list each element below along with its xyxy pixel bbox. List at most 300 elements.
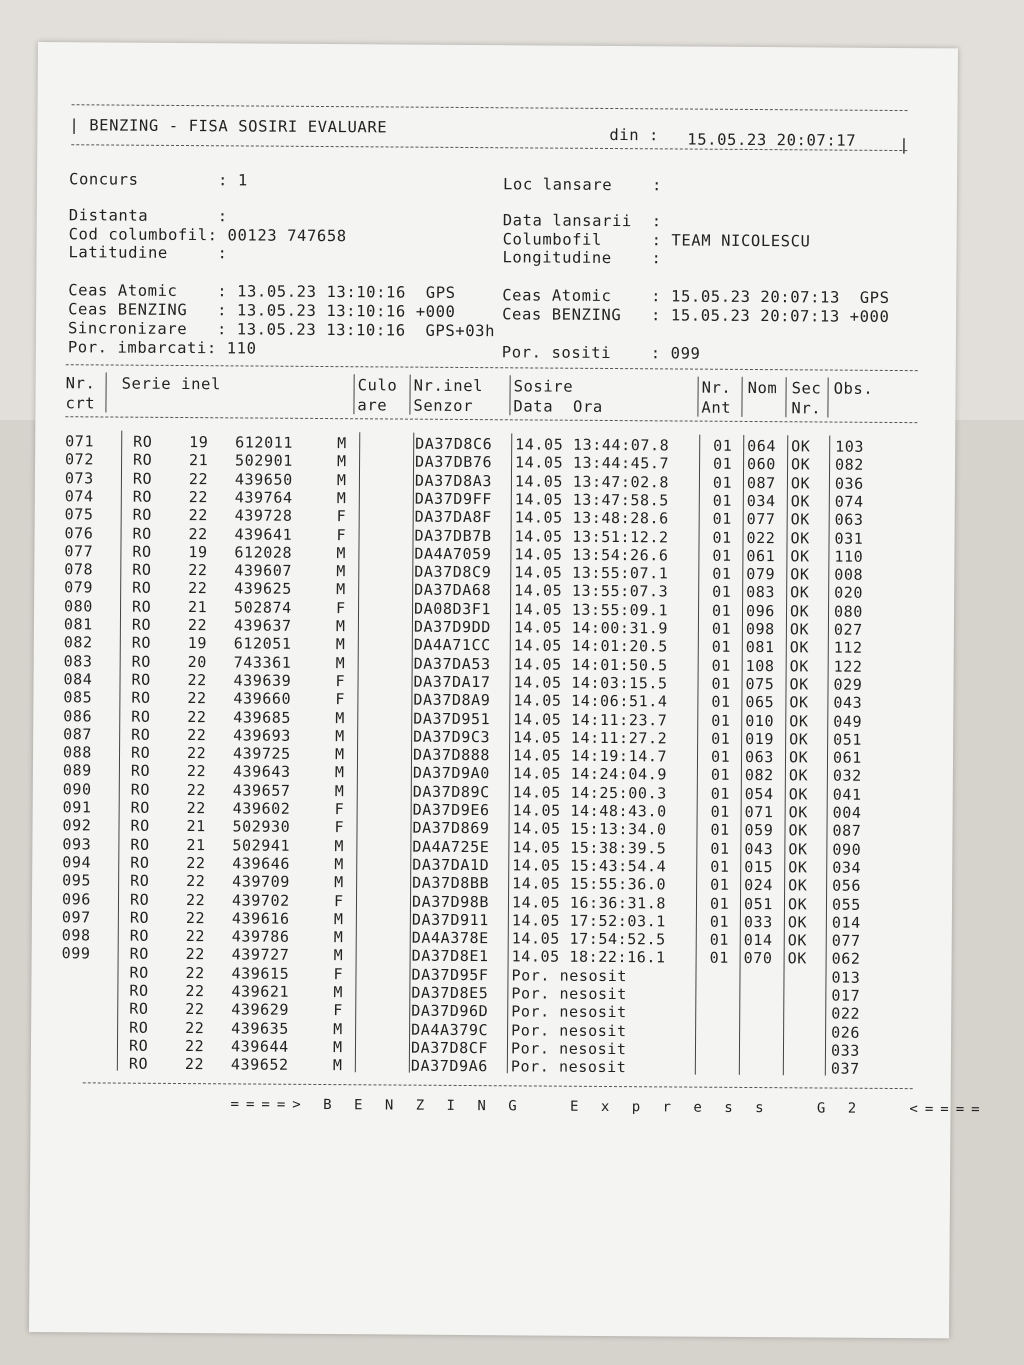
table-cell-sosire: Por. nesosit	[510, 1057, 627, 1077]
table-cell-senzor: DA37D869	[412, 818, 490, 838]
table-cell-nr: 088	[62, 743, 93, 762]
body-divider	[695, 435, 700, 1075]
table-cell-ant: 01	[710, 802, 730, 821]
table-cell-sosire: 14.05 13:55:07.3	[514, 581, 669, 601]
table-cell-ring: 502874	[233, 598, 292, 617]
table-cell-country: RO	[129, 945, 149, 964]
table-cell-ring: 439660	[233, 689, 292, 708]
table-cell-ant: 01	[711, 692, 731, 712]
col-divider	[827, 378, 828, 418]
table-cell-nr: 076	[64, 523, 94, 542]
table-cell-ring: 439625	[234, 579, 293, 599]
table-cell-sosire: 14.05 14:01:20.5	[513, 636, 668, 656]
table-cell-senzor: DA37D8E5	[411, 983, 489, 1003]
table-cell-sex: M	[335, 708, 345, 727]
table-cell-yr: 22	[186, 762, 207, 781]
table-cell-ring: 439646	[232, 854, 291, 873]
col-culoare-top: Culo	[357, 376, 398, 395]
table-cell-yr: 21	[189, 451, 209, 470]
din-datetime: 15.05.23 20:07:17	[687, 130, 857, 150]
table-cell-country: RO	[132, 524, 152, 543]
table-cell-sex: M	[336, 580, 346, 599]
printed-report-sheet	[29, 42, 987, 1338]
table-cell-sex: M	[334, 745, 345, 764]
longitudine-line: Longitudine :	[502, 248, 662, 268]
table-cell-sosire: 14.05 13:47:02.8	[514, 471, 670, 492]
table-cell-yr: 19	[189, 433, 209, 452]
table-cell-nr: 090	[62, 779, 92, 799]
table-cell-ant: 01	[712, 583, 732, 602]
col-divider	[741, 377, 742, 417]
table-cell-sosire: 14.05 14:00:31.9	[513, 618, 669, 638]
table-cell-sex: F	[333, 1001, 343, 1020]
table-cell-yr: 22	[184, 1055, 205, 1074]
table-cell-sex: F	[335, 598, 346, 617]
columbofil-line: Columbofil : TEAM NICOLESCU	[502, 230, 811, 251]
table-cell-ant: 01	[710, 839, 730, 858]
table-cell-country: RO	[131, 633, 152, 653]
table-cell-sosire: 14.05 18:22:16.1	[511, 947, 666, 967]
header-top-rule	[72, 104, 908, 111]
report-title: | BENZING - FISA SOSIRI EVALUARE	[69, 116, 388, 137]
table-cell-senzor: DA37D9FF	[414, 489, 492, 509]
col-sec-top: Sec	[791, 379, 822, 398]
table-cell-senzor: DA37DB7B	[414, 526, 492, 545]
table-cell-sosire: Por. nesosit	[511, 966, 628, 985]
table-bottom-rule	[83, 1082, 913, 1089]
ceas-atomic-left: Ceas Atomic : 13.05.23 13:10:16 GPS	[68, 281, 456, 302]
body-divider	[783, 435, 788, 1075]
imbarcati-line: Por. imbarcati: 110	[67, 338, 257, 358]
table-cell-ring: 439702	[231, 890, 290, 910]
table-cell-senzor: DA37DA53	[413, 654, 491, 673]
table-cell-senzor: DA4A379C	[411, 1020, 489, 1039]
table-cell-yr: 22	[188, 524, 208, 543]
table-cell-sec: OK	[790, 547, 810, 566]
table-cell-obs: 017	[831, 986, 861, 1005]
table-cell-senzor: DA37D888	[412, 745, 491, 765]
table-cell-obs: 080	[833, 602, 864, 621]
table-cell-ant: 01	[709, 894, 730, 913]
table-cell-ring: 439657	[232, 781, 291, 800]
table-cell-ant: 01	[713, 455, 733, 474]
table-cell-nr: 085	[63, 688, 93, 707]
table-cell-sex: M	[333, 928, 344, 947]
table-cell-yr: 22	[186, 780, 207, 799]
table-cell-sosire: 14.05 14:19:14.7	[512, 746, 668, 766]
col-nom: Nom	[747, 378, 778, 398]
table-cell-obs: 026	[831, 1023, 861, 1042]
table-cell-country: RO	[130, 780, 151, 799]
table-cell-senzor: DA37D8A3	[414, 471, 493, 490]
table-cell-ring: 439727	[231, 945, 290, 965]
table-cell-sosire: 14.05 15:43:54.4	[512, 856, 667, 876]
table-cell-sosire: Por. nesosit	[511, 984, 628, 1004]
table-cell-yr: 22	[187, 689, 207, 708]
table-cell-sex: M	[334, 763, 345, 782]
table-cell-sex: M	[333, 909, 344, 928]
table-cell-nom: 054	[744, 784, 774, 803]
table-cell-country: RO	[131, 707, 151, 726]
table-cell-ant: 01	[710, 875, 730, 895]
table-cell-country: RO	[130, 853, 150, 872]
table-cell-ant: 01	[709, 912, 730, 931]
ceas-atomic-right: Ceas Atomic : 15.05.23 20:07:13 GPS	[502, 286, 890, 307]
table-cell-ring: 439629	[231, 1000, 290, 1020]
table-cell-nom: 015	[744, 857, 774, 877]
table-cell-sec: OK	[790, 510, 811, 529]
table-cell-country: RO	[133, 432, 153, 451]
table-cell-sex: F	[333, 891, 344, 910]
table-cell-yr: 22	[185, 1018, 205, 1037]
table-cell-nr: 091	[62, 798, 92, 817]
table-cell-ant: 01	[710, 821, 730, 840]
table-cell-ant: 01	[712, 546, 732, 565]
table-cell-ring: 439728	[234, 506, 293, 525]
table-cell-senzor: DA37D8C6	[415, 434, 493, 454]
table-cell-yr: 21	[187, 597, 208, 616]
table-cell-sosire: 14.05 14:11:27.2	[513, 728, 668, 748]
table-cell-sosire: 14.05 16:36:31.8	[511, 892, 667, 912]
table-cell-sex: M	[333, 983, 344, 1002]
table-cell-sosire: 14.05 13:44:45.7	[515, 453, 670, 473]
table-cell-sex: F	[336, 507, 347, 526]
table-cell-obs: 027	[833, 620, 863, 639]
sincronizare-line: Sincronizare : 13.05.23 13:10:16 GPS+03h	[67, 319, 496, 341]
col-divider	[105, 372, 106, 412]
table-cell-yr: 22	[186, 799, 206, 818]
table-cell-nom: 071	[744, 802, 774, 822]
table-cell-yr: 22	[187, 725, 207, 744]
table-cell-sex: M	[336, 470, 347, 489]
table-cell-ant: 01	[712, 491, 733, 510]
table-cell-nom: 081	[745, 638, 775, 657]
header-end-bar: |	[899, 136, 910, 155]
table-cell-obs: 014	[831, 913, 861, 932]
table-cell-sex: M	[333, 946, 344, 965]
table-cell-nom: 043	[744, 839, 774, 858]
table-cell-senzor: DA37DA8F	[414, 507, 492, 527]
table-cell-nr: 084	[63, 670, 93, 689]
table-cell-nom: 019	[745, 729, 775, 748]
table-cell-yr: 22	[185, 1000, 205, 1019]
body-divider	[739, 435, 744, 1075]
table-cell-sex: M	[334, 873, 344, 892]
table-cell-senzor: DA37DB76	[415, 452, 493, 472]
table-cell-yr: 22	[187, 707, 207, 726]
table-cell-sosire: 14.05 13:51:12.2	[514, 526, 669, 546]
col-divider	[409, 375, 410, 415]
table-cell-senzor: DA37DA1D	[412, 855, 490, 875]
table-cell-ring: 439693	[233, 726, 292, 745]
table-cell-obs: 103	[835, 437, 865, 456]
cod-columbofil-line: Cod columbofil: 00123 747658	[68, 225, 347, 246]
table-cell-senzor: DA37D951	[413, 709, 491, 728]
table-cell-obs: 051	[833, 730, 863, 749]
table-cell-obs: 055	[831, 895, 861, 914]
table-cell-sec: OK	[788, 821, 808, 840]
table-cell-senzor: DA37DA68	[414, 581, 492, 600]
table-cell-nom: 063	[744, 748, 774, 767]
table-cell-ant: 01	[709, 949, 729, 968]
table-cell-nom: 064	[747, 436, 777, 456]
table-cell-sex: M	[337, 434, 347, 453]
table-cell-sec: OK	[789, 711, 809, 730]
table-cell-country: RO	[129, 890, 150, 909]
table-cell-ring: 439621	[231, 982, 290, 1001]
table-cell-sec: OK	[788, 839, 808, 858]
table-cell-sex: F	[336, 525, 347, 544]
table-cell-sosire: 14.05 14:06:51.4	[513, 691, 668, 711]
table-cell-yr: 22	[187, 616, 208, 635]
table-cell-sosire: Por. nesosit	[510, 1039, 627, 1059]
table-cell-country: RO	[132, 505, 153, 524]
table-cell-country: RO	[132, 469, 153, 488]
table-cell-sex: F	[334, 800, 345, 819]
table-cell-senzor: DA37D89C	[412, 782, 490, 801]
table-cell-sex: M	[336, 543, 347, 562]
table-cell-sosire: 14.05 13:47:58.5	[514, 490, 669, 510]
table-cell-nom: 087	[746, 473, 776, 492]
table-cell-nr: 094	[62, 853, 92, 872]
table-cell-nom: 010	[745, 711, 775, 730]
table-cell-nr: 074	[64, 487, 94, 506]
table-cell-obs: 033	[830, 1041, 860, 1060]
table-cell-yr: 22	[185, 890, 206, 909]
table-cell-obs: 063	[834, 510, 864, 529]
table-cell-ring: 439644	[230, 1037, 289, 1056]
table-cell-obs: 022	[831, 1004, 861, 1024]
body-divider	[117, 431, 122, 1071]
table-cell-obs: 110	[834, 547, 864, 566]
table-cell-yr: 19	[187, 634, 208, 653]
table-cell-country: RO	[128, 1054, 149, 1073]
table-cell-sosire: 14.05 14:01:50.5	[513, 654, 668, 675]
table-cell-nom: 060	[747, 455, 777, 474]
table-cell-sex: M	[334, 854, 344, 874]
table-cell-sec: OK	[790, 583, 810, 602]
col-sosire-top: Sosire	[513, 377, 574, 396]
table-cell-sex: M	[337, 452, 347, 471]
table-cell-nom: 096	[745, 601, 776, 620]
col-obs: Obs.	[833, 379, 874, 398]
table-cell-sec: OK	[789, 730, 809, 749]
table-cell-sosire: 14.05 14:03:15.5	[513, 673, 668, 693]
col-culoare-bottom: are	[357, 396, 388, 415]
table-cell-sec: OK	[788, 748, 809, 767]
table-cell-senzor: DA37D96D	[411, 1001, 489, 1021]
table-cell-nom: 024	[744, 876, 774, 895]
table-cell-obs: 056	[832, 876, 862, 895]
table-cell-obs: 087	[832, 821, 862, 841]
table-cell-ring: 439786	[231, 927, 290, 946]
table-cell-nom: 051	[743, 894, 773, 913]
table-cell-obs: 004	[832, 803, 862, 822]
ceas-benzing-right: Ceas BENZING : 15.05.23 20:07:13 +000	[502, 305, 890, 326]
table-cell-yr: 22	[185, 945, 205, 964]
table-top-rule	[66, 364, 918, 371]
table-cell-yr: 22	[185, 982, 205, 1001]
table-cell-sec: OK	[789, 601, 810, 621]
table-cell-sec: OK	[790, 473, 811, 492]
table-cell-ring: 439685	[233, 707, 292, 727]
table-cell-sosire: 14.05 13:55:09.1	[513, 600, 669, 620]
table-cell-sec: OK	[790, 565, 810, 584]
table-cell-ring: 439639	[233, 671, 292, 690]
data-lansarii-line: Data lansarii :	[502, 211, 662, 231]
table-cell-ring: 439602	[232, 799, 291, 818]
table-cell-obs: 037	[830, 1059, 860, 1078]
table-cell-yr: 22	[184, 1036, 205, 1056]
table-cell-sec: OK	[788, 876, 808, 895]
table-cell-sex: F	[333, 964, 344, 983]
table-cell-sec: OK	[789, 638, 810, 657]
table-cell-sosire: Por. nesosit	[511, 1002, 627, 1022]
table-cell-country: RO	[128, 1036, 149, 1055]
table-cell-country: RO	[130, 743, 151, 762]
col-ant-bottom: Ant	[701, 398, 732, 417]
table-cell-country: RO	[132, 579, 152, 598]
table-cell-nr: 089	[62, 761, 92, 780]
table-cell-ring: 612011	[235, 433, 294, 452]
table-cell-sosire: 14.05 13:44:07.8	[515, 435, 670, 455]
table-cell-country: RO	[131, 670, 151, 689]
table-cell-ant: 01	[711, 601, 732, 620]
table-cell-ant: 01	[710, 747, 731, 766]
table-cell-ring: 502930	[232, 817, 291, 837]
col-nrinel-top: Nr.inel	[413, 376, 484, 396]
table-cell-ring: 439650	[234, 469, 293, 489]
table-cell-sosire: 14.05 14:24:04.9	[512, 764, 668, 784]
table-cell-ant: 01	[712, 564, 732, 583]
table-cell-senzor: DA37D8A9	[413, 690, 491, 710]
table-cell-country: RO	[131, 652, 152, 671]
table-cell-sec: OK	[788, 803, 808, 822]
table-cell-senzor: DA37D8BB	[412, 873, 490, 893]
col-nr-bottom: crt	[65, 394, 96, 413]
table-cell-ring: 439615	[231, 964, 290, 983]
table-cell-yr: 22	[188, 487, 209, 507]
table-cell-nr: 093	[62, 834, 92, 853]
table-cell-ant: 01	[710, 766, 731, 785]
table-cell-sex: M	[334, 781, 345, 800]
body-divider	[355, 432, 360, 1072]
table-cell-nr: 075	[64, 505, 94, 524]
table-cell-sex: M	[336, 562, 347, 581]
table-cell-sex: F	[335, 690, 346, 709]
table-cell-senzor: DA37D9C3	[413, 727, 491, 746]
table-cell-country: RO	[132, 487, 153, 506]
table-cell-obs: 112	[833, 638, 863, 658]
table-cell-sosire: 14.05 15:55:36.0	[512, 874, 667, 894]
table-cell-sec: OK	[789, 656, 809, 675]
table-cell-ring: 439652	[230, 1055, 289, 1074]
col-divider	[785, 377, 786, 417]
table-cell-obs: 049	[833, 712, 863, 731]
table-cell-ant: 01	[712, 528, 732, 547]
table-cell-obs: 032	[832, 766, 862, 786]
table-cell-nr: 072	[65, 450, 95, 469]
table-cell-senzor: DA37D9E6	[412, 800, 490, 820]
table-cell-ant: 01	[710, 857, 730, 876]
table-cell-obs: 090	[832, 840, 862, 859]
table-cell-nr: 083	[63, 651, 93, 670]
table-cell-country: RO	[129, 963, 149, 982]
header-separator-rule	[65, 416, 917, 423]
table-cell-senzor: DA37D8C9	[414, 562, 492, 582]
col-nr-top: Nr.	[65, 374, 96, 393]
table-cell-ant: 01	[712, 509, 733, 529]
table-cell-obs: 061	[832, 748, 862, 767]
table-cell-ring: 439616	[231, 909, 290, 928]
table-cell-obs: 008	[834, 565, 864, 584]
table-cell-ant: 01	[713, 436, 733, 455]
table-cell-senzor: DA4A725E	[412, 837, 490, 856]
table-cell-nr: 082	[63, 633, 93, 652]
table-cell-sosire: 14.05 14:11:23.7	[513, 709, 668, 729]
table-cell-yr: 21	[186, 817, 206, 836]
table-cell-senzor: DA4A71CC	[413, 635, 491, 655]
latitudine-line: Latitudine :	[68, 243, 228, 263]
col-serie-inel: Serie inel	[121, 374, 222, 394]
table-cell-sosire: 14.05 13:48:28.6	[514, 508, 669, 528]
table-cell-sex: F	[335, 671, 346, 691]
table-cell-yr: 19	[188, 542, 208, 561]
table-cell-yr: 22	[185, 908, 206, 927]
table-cell-ant: 01	[711, 711, 731, 730]
table-cell-country: RO	[131, 615, 152, 634]
table-cell-yr: 22	[185, 927, 206, 946]
table-cell-senzor: DA37D95F	[411, 965, 489, 984]
table-cell-country: RO	[129, 999, 149, 1019]
table-cell-senzor: DA37D98B	[411, 892, 490, 911]
sositi-line: Por. sositi : 099	[501, 343, 701, 363]
col-ant-top: Nr.	[701, 378, 732, 397]
table-cell-nom: 022	[746, 528, 776, 547]
table-cell-obs: 036	[834, 474, 864, 493]
table-cell-senzor: DA4A7059	[414, 544, 492, 563]
table-cell-senzor: DA37D9DD	[413, 617, 492, 637]
table-cell-yr: 22	[188, 579, 208, 598]
ceas-benzing-left: Ceas BENZING : 13.05.23 13:10:16 +000	[68, 300, 456, 321]
table-cell-sec: OK	[791, 437, 811, 456]
table-cell-yr: 22	[186, 853, 206, 873]
table-cell-sec: OK	[787, 913, 808, 932]
table-cell-sex: M	[332, 1056, 343, 1075]
table-cell-sex: M	[332, 1037, 343, 1057]
table-cell-sec: OK	[787, 949, 807, 968]
table-cell-sec: OK	[788, 784, 809, 804]
table-cell-yr: 22	[188, 469, 209, 488]
table-cell-senzor: DA37DA17	[413, 672, 491, 692]
table-cell-nr: 079	[64, 578, 94, 597]
table-cell-nr: 099	[61, 944, 91, 963]
table-cell-obs: 031	[834, 529, 864, 548]
table-cell-ring: 439635	[231, 1018, 289, 1038]
din-label: din :	[609, 125, 660, 145]
table-cell-sec: OK	[789, 620, 810, 639]
table-cell-sec: OK	[789, 693, 809, 712]
table-cell-yr: 22	[188, 561, 208, 580]
col-sosire-bottom: Data Ora	[513, 397, 603, 416]
table-cell-country: RO	[130, 762, 151, 781]
table-cell-sec: OK	[787, 931, 808, 950]
table-cell-ring: 439643	[232, 762, 291, 782]
table-cell-nom: 033	[743, 912, 773, 931]
table-cell-obs: 077	[831, 931, 861, 950]
table-cell-yr: 22	[187, 670, 207, 690]
table-cell-sosire: 14.05 13:54:26.6	[514, 545, 669, 565]
